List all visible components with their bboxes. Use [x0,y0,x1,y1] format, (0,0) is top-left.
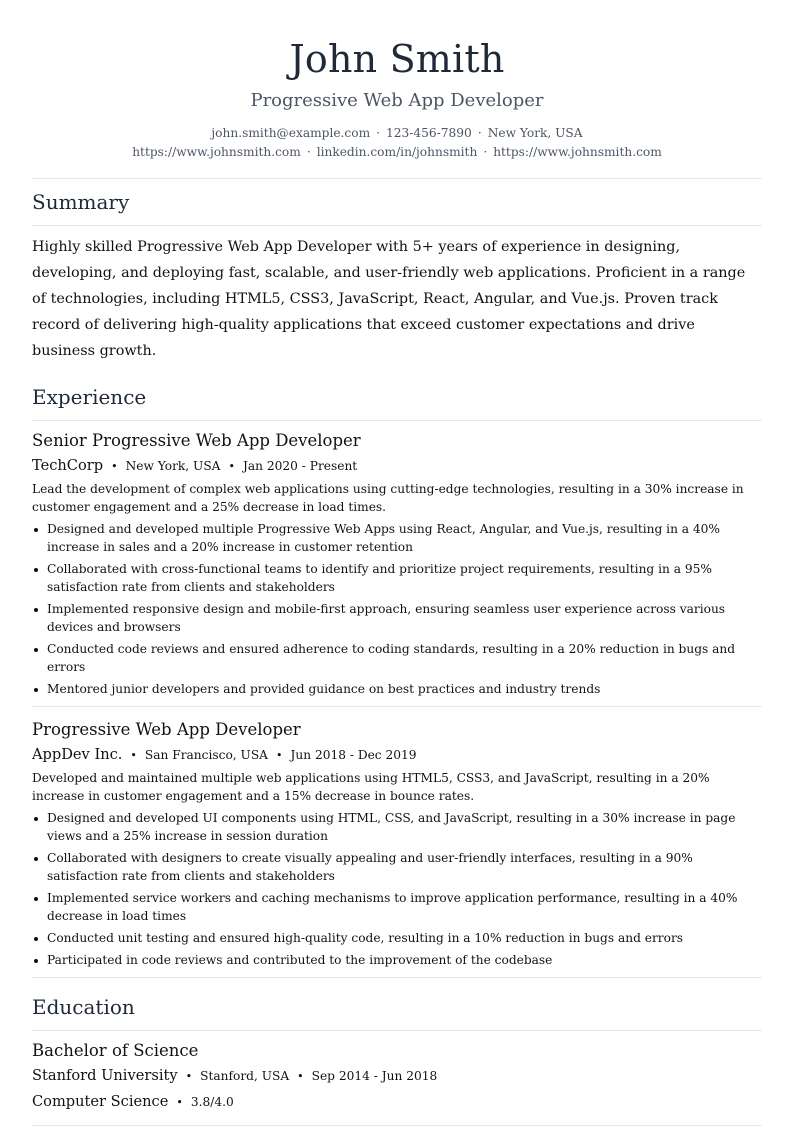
job-location: San Francisco, USA [144,748,268,762]
resume-header [32,0,762,162]
header-divider [32,178,762,179]
summary-heading: Summary [32,190,130,214]
job-location: New York, USA [125,459,221,473]
field-of-study: Computer Science [32,1093,169,1110]
email-link[interactable]: john.smith@example.com [211,126,371,140]
list-item: Collaborated with designers to create visually appealing and user-friendly interfaces, resulting in a 90% satisfaction rate from clients and stakeholders [32,849,762,885]
list-item: Mentored junior developers and provided guidance on best practices and industry trends [32,680,762,698]
bullet-separator: • [111,460,118,473]
candidate-role: Progressive Web App Developer [250,90,544,111]
contact-line-2 [32,143,762,162]
job-achievements [32,809,762,969]
job-meta [32,745,762,766]
bullet-separator: • [176,1096,183,1109]
job-divider [32,977,762,978]
separator: · [306,145,311,159]
bullet-separator: • [275,749,283,762]
job-dates: Jun 2018 - Dec 2019 [290,748,417,762]
bullet-separator: • [228,460,235,473]
contact-info [32,124,762,162]
list-item: Designed and developed multiple Progressive Web Apps using React, Angular, and Vue.js, resulting in a 40% increase in sales and a 20% increase in customer retention [32,520,762,556]
list-item: Designed and developed UI components using HTML, CSS, and JavaScript, resulting in a 30% increase in page views and a 25% increase in session duration [32,809,762,845]
experience-section [32,384,762,978]
job-divider [32,706,762,707]
gpa: 3.8/4.0 [190,1095,234,1109]
job-title: Progressive Web App Developer [32,720,301,739]
summary-text: Highly skilled Progressive Web App Developer with 5+ years of experience in designing, developing, and deploying fast, scalable, and user-friendly web applications. Proficient in a range of technologies, including HTML5, CSS3, JavaScript, React, Angular, and Vue.js. Proven track record of delivering high-quality applications that exceed customer expectations and drive business growth. [32,239,746,359]
job-title: Senior Progressive Web App Developer [32,431,361,450]
summary-section [32,189,762,364]
summary-divider [32,225,762,226]
list-item: Conducted unit testing and ensured high-quality code, resulting in a 10% reduction in bugs and errors [32,929,762,947]
separator: · [477,126,482,140]
company-name: AppDev Inc. [32,746,123,763]
bullet-separator: • [130,749,137,762]
portfolio-link[interactable]: https://www.johnsmith.com [493,145,662,159]
candidate-name: John Smith [289,37,505,81]
education-dates: Sep 2014 - Jun 2018 [311,1069,438,1083]
experience-divider [32,420,762,421]
resume-page [32,0,762,1126]
separator: · [483,145,488,159]
job-entry [32,719,762,969]
job-meta [32,456,762,477]
separator: · [376,126,381,140]
phone-number: 123-456-7890 [386,126,472,140]
experience-heading: Experience [32,385,147,409]
list-item: Collaborated with cross-functional teams to identify and prioritize project requirements, resulting in a 95% satisfaction rate from clients and stakeholders [32,560,762,596]
education-divider [32,1030,762,1031]
job-dates: Jan 2020 - Present [242,459,358,473]
list-item: Participated in code reviews and contributed to the improvement of the codebase [32,951,762,969]
job-description: Developed and maintained multiple web applications using HTML5, CSS3, and JavaScript, resulting in a 20% increase in customer engagement and a 15% decrease in bounce rates. [32,771,710,803]
bullet-separator: • [185,1070,193,1083]
list-item: Implemented service workers and caching mechanisms to improve application performance, resulting in a 40% decrease in load times [32,889,762,925]
job-description: Lead the development of complex web applications using cutting-edge technologies, resulting in a 30% increase in customer engagement and a 25% decrease in load times. [32,482,744,514]
linkedin-link[interactable]: linkedin.com/in/johnsmith [316,145,478,159]
location: New York, USA [487,126,583,140]
list-item: Implemented responsive design and mobile-first approach, ensuring seamless user experience across various devices and browsers [32,600,762,636]
job-entry [32,430,762,698]
school-location: Stanford, USA [200,1069,290,1083]
company-name: TechCorp [32,457,104,474]
school-name: Stanford University [32,1067,178,1084]
bullet-separator: • [297,1070,304,1083]
education-section [32,994,762,1126]
education-field [32,1092,762,1113]
degree: Bachelor of Science [32,1041,199,1060]
contact-line-1 [32,124,762,143]
education-heading: Education [32,995,135,1019]
job-achievements [32,520,762,698]
education-meta [32,1066,762,1087]
website-link[interactable]: https://www.johnsmith.com [132,145,301,159]
list-item: Conducted code reviews and ensured adherence to coding standards, resulting in a 20% reduction in bugs and errors [32,640,762,676]
